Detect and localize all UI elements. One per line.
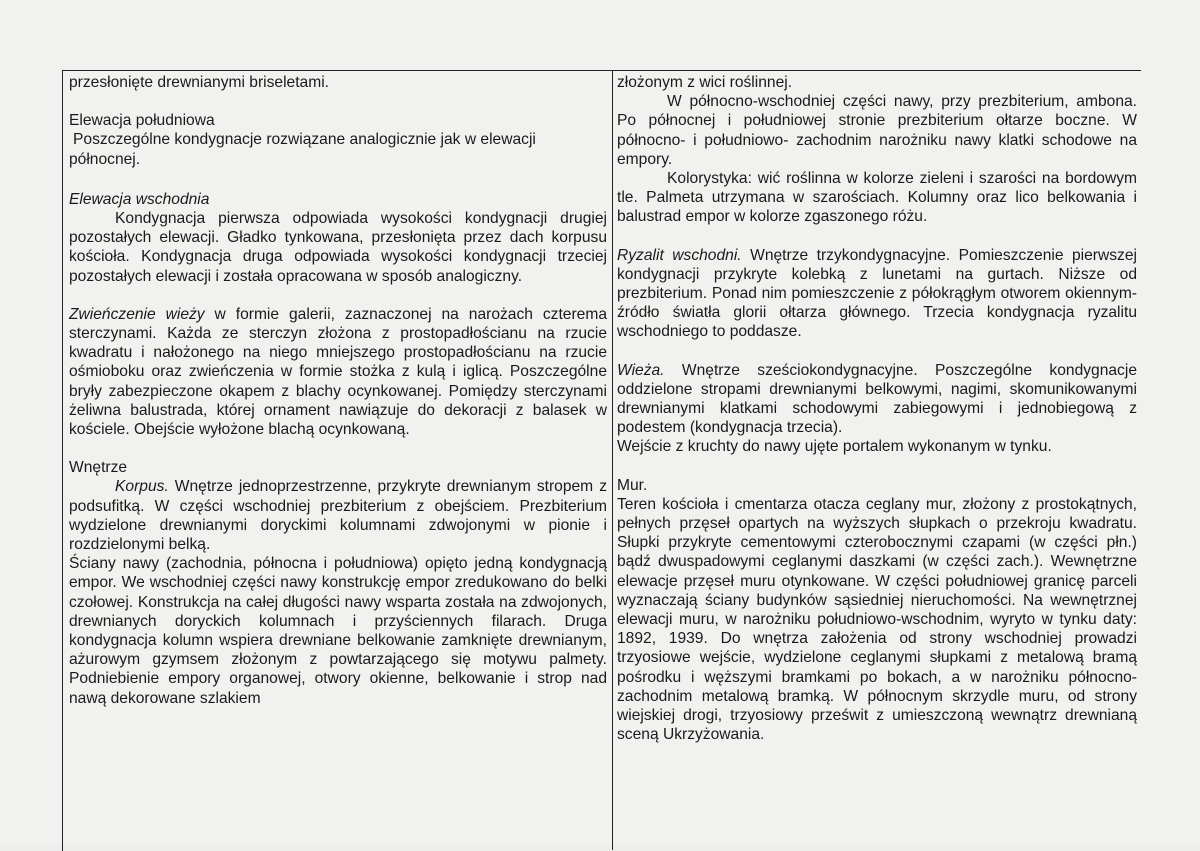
entry-portal-text: Wejście z kruchty do nawy ujęte portalem wykonanym w tynku. [617,438,1052,456]
south-elevation-text: Poszczególne kondygnacje rozwiązane analogicznie jak w elewacji północnej. [69,131,536,168]
korpus-paragraph [69,477,607,554]
heading-interior: Wnętrze [69,459,128,477]
east-ryzalit-text: Wnętrze trzykondygnacyjne. Pomieszczenie pierwszej kondygnacji przykryte kolebką z lunetami na gurtach. Niższe od prezbiterium. Ponad nim pomieszczenie z półokrągłym otworem okiennym-źródło światła glorii ołtarza głównego. Trzecia kondygnacja ryzalitu wschodniego to poddasze. [617,246,1137,341]
color-scheme-text: Kolorystyka: wić roślinna w kolorze zieleni i szarości na bordowym tle. Palmeta utrzymana w szarościach. Kolumny oraz lico belkowania i balustrad empor w kolorze zgaszonego różu. [617,170,1137,226]
tower-interior-paragraph [617,361,1137,438]
heading-south-elevation: Elewacja południowa [69,112,215,130]
heading-wall: Mur. [617,476,648,494]
left-continuation-text: przesłonięte drewnianymi briseletami. [69,74,330,91]
right-column [617,73,1137,745]
tower-interior-text: Wnętrze sześciokondygnacyjne. Poszczególne kondygnacje oddzielone stropami drewnianymi belkowymi, nagimi, skomunikowanymi drewnianymi klatkami schodowymi zabiegowymi i jednobiegową z podestem (kondygnacja trzecia). [617,361,1137,437]
left-column [69,73,607,708]
east-elevation-text: Kondygnacja pierwsza odpowiada wysokości kondygnacji drugiej pozostałych elewacji. Gładko tynkowana, przesłonięta przez dach korpusu kościoła. Kondygnacja druga odpowiada wysokości kondygnacji trzeciej pozostałych elewacji i została opracowana w sposób analogiczny. [69,210,607,285]
ambona-text: W północno-wschodniej części nawy, przy prezbiterium, ambona. Po północnej i południowej stronie prezbiterium ołtarze boczne. W północno- i południowo- zachodnim narożniku nawy klatki schodowe na empory. [617,93,1137,168]
east-ryzalit-paragraph [617,246,1137,342]
heading-tower-crown: Zwieńczenie wieży [69,305,205,323]
tower-crown-paragraph [69,305,607,439]
heading-east-ryzalit: Ryzalit wschodni. [617,246,742,264]
heading-korpus: Korpus. [115,478,169,496]
right-continuation-text: złożonym z wici roślinnej. [617,74,793,91]
korpus-text: Wnętrze jednoprzestrzenne, przykryte drewnianym stropem z podsufitką. W części wschodniej prezbiterium z obejściem. Prezbiterium wydzielone drewnianymi doryckimi kolumnami zdwojonymi w pionie i rozdzielonymi belką. [69,478,607,554]
wall-text: Teren kościoła i cmentarza otacza ceglany mur, złożony z prostokątnych, pełnych przęseł opartych na wyższych słupkach o przekroju kwadratu. Słupki przykryte cementowymi czterobocznymi czapami (w części płn.) bądź dwuspadowymi ceglanymi daszkami (w części zach.). Wewnętrzne elewacje przęseł muru otynkowane. W części południowej granicę parceli wyznaczają ściany budynków sąsiedniej nieruchomości. Na wewnętrznej elewacji muru, w narożniku południowo-wschodnim, wyryto w tynku daty: 1892, 1939. Do wnętrza założenia od strony wschodniej prowadzi trzyosiowe wejście, wydzielone ceglanymi słupkami z metalową bramą pośrodku i węższymi bramkami po bokach, a w narożniku północno-zachodnim metalową bramką. W północnym skrzydle muru, od strony wiejskiej drogi, trzyosiowy prześwit z umieszczoną wewnątrz drewnianą sceną Ukrzyżowania. [617,495,1137,744]
column-divider [612,70,613,850]
tower-crown-text: w formie galerii, zaznaczonej na narożach czterema sterczynami. Każda ze sterczyn złożona z prostopadłościanu na rzucie kwadratu i nałożonego na niego mniejszego prostopadłościanu na rzucie ośmioboku oraz zwieńczenia w formie stożka z kulą i iglicą. Poszczególne bryły zabezpieczone okapem z blachy ocynkowanej. Pomiędzy sterczynami żeliwna balustrada, której ornament nawiązuje do dekoracji z balasek w kościele. Obejście wyłożone blachą ocynkowaną. [69,305,608,439]
nave-walls-text: Ściany nawy (zachodnia, północna i południowa) opięto jedną kondygnacją empor. We wschodniej części nawy konstrukcję empor zredukowano do belki czołowej. Konstrukcja na całej długości nawy wsparta została na zdwojonych, drewnianych doryckich kolumnach i przyściennych filarach. Druga kondygnacja kolumn wspiera drewniane belkowanie zamknięte drewnianym, ażurowym gzymsem złożonym z powtarzającego się motywu palmety. Podniebienie empory organowej, otwory okienne, belkowanie i strop nad nawą dekorowane szlakiem [69,555,607,707]
heading-east-elevation: Elewacja wschodnia [69,190,210,208]
heading-tower: Wieża. [617,361,665,379]
